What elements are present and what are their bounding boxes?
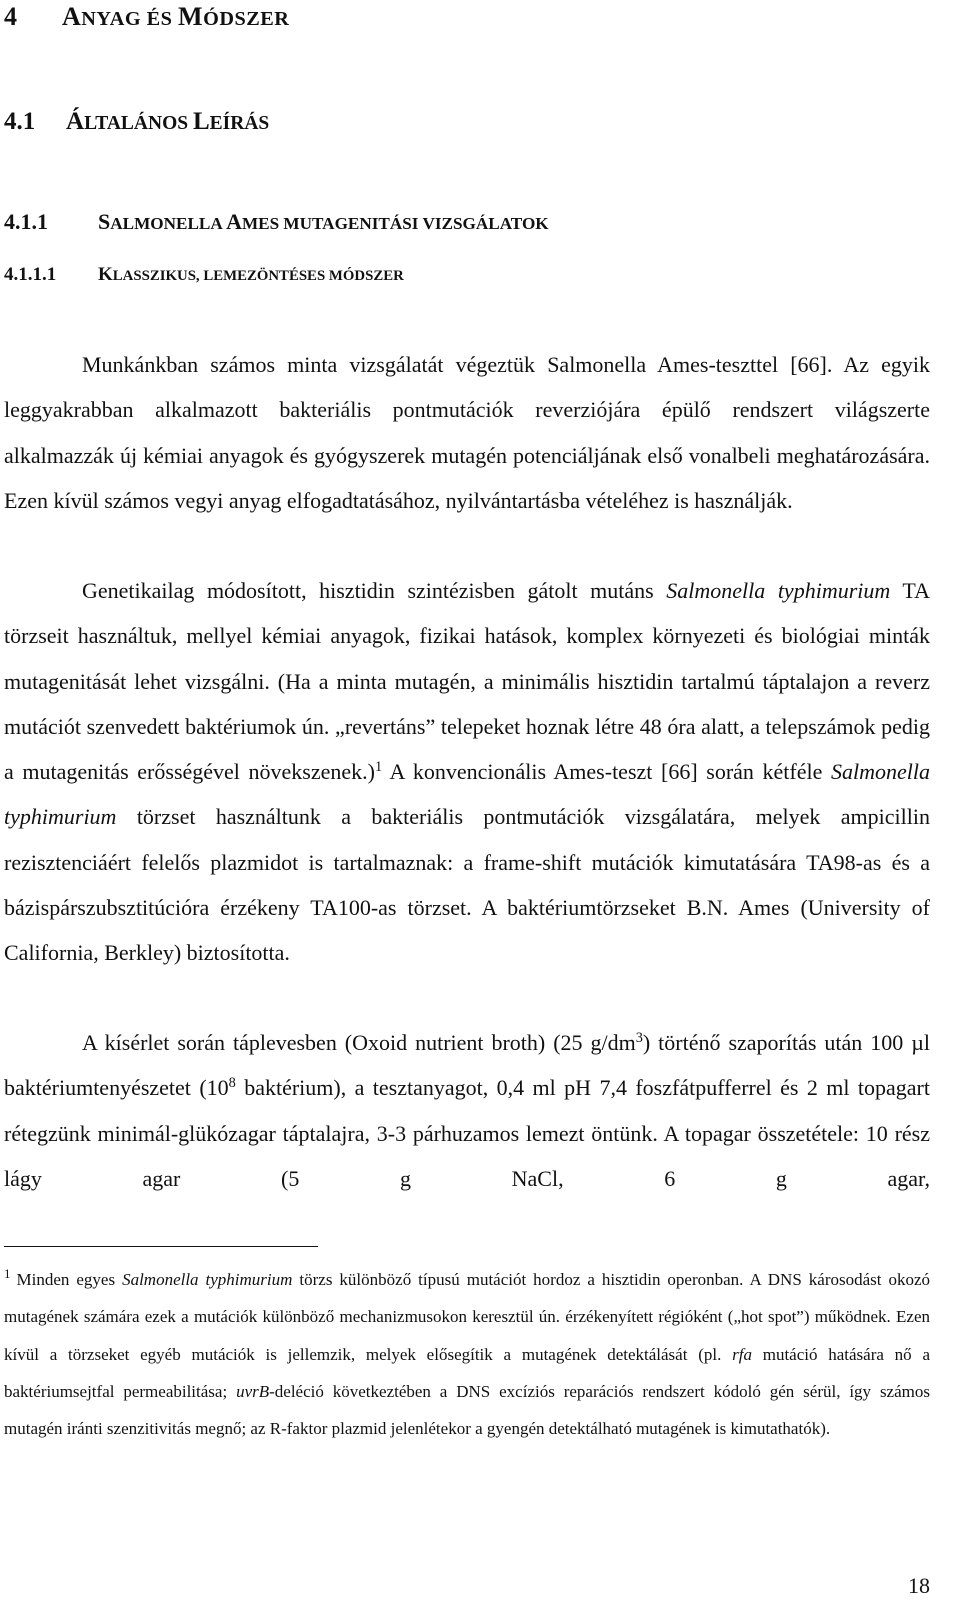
subsubsection-title-initial: K [98,264,113,285]
paragraph-3-part-a: A kísérlet során táplevesben (Oxoid nutrient broth) (25 g/dm [82,1030,636,1055]
footnote-part-c: mutáció hatására nő a baktériumsejtfal permeabilitása; [4,1344,930,1401]
section-number: 4.1 [4,108,36,135]
footnote-part-b: törzs különböző típusú mutációt hordoz a hisztidin operonban. A DNS károsodást okozó mutagének számára ezek a mutációk különböző mechanizmusokon keresztül ún. érzékenyített régióként („hot spot”) működnek. Ezen kívül a törzseket egyéb mutációk is jellemzik, melyek elősegítik a mutagének detektálását (pl. [4,1270,930,1364]
chapter-number: 4 [4,2,18,31]
chapter-title-initial-2: M [178,2,204,31]
section-title-part: LTALÁNOS [84,113,193,134]
footnote-separator [4,1246,318,1247]
paragraph-3-text [4,1020,930,1201]
subsubsection-title-part: LASSZIKUS, LEMEZÖNTÉSES MÓDSZER [112,268,404,284]
chapter-title-part: NYAG ÉS [81,8,179,30]
paragraph-2-part-d: törzset használtunk a bakteriális pontmutációk vizsgálatára, melyek ampicillin rezisztenciáért felelős plazmidot is tartalmaznak: a frame-shift mutációk kimutatására TA98-as és a bázispárszubsztitúcióra érzékeny TA100-as törzset. A baktériumtörzseket B.N. Ames (University of California, Berkley) biztosította. [4,804,930,966]
paragraph-1 [4,342,930,523]
paragraph-2-part-a: Genetikailag módosított, hisztidin szintézisben gátolt mutáns [82,578,667,603]
paragraph-2-part-b: TA törzseit használtuk, mellyel kémiai anyagok, fizikai hatások, komplex környezeti és biológiai minták mutagenitását lehet vizsgálni. (Ha a minta mutagén, a minimális hisztidin tartalmú táptalajon a reverz mutációt szenvedett baktériumok ún. „revertáns” telepeket hoznak létre 48 óra alatt, a telepszámok pedig a mutagenitás erősségével növekszenek.) [4,578,930,785]
section-title-initial: Á [66,108,85,135]
superscript-8: 8 [228,1075,236,1092]
subsection-number: 4.1.1 [4,209,48,234]
paragraph-2-text [4,568,930,976]
footnote [4,1255,930,1447]
species-name-2: Salmonella typhimurium [4,759,930,830]
subsubsection-heading [4,264,404,286]
footnote-gene-rfa: rfa [732,1344,752,1364]
footnote-part-d: -deléció következtében a DNS excíziós reparációs rendszert kódoló gén sérül, így számos mutagén iránti szenzitivitás megnő; az R-faktor plazmid jelenlétekor a gyengén detektálható mutagének is kimutathatók). [4,1381,930,1439]
paragraph-2 [4,568,930,976]
footnote-gene-uvrb: uvrB [236,1381,270,1401]
paragraph-2-part-c: A konvencionális Ames-teszt [66] során kétféle [382,759,831,785]
subsubsection-number: 4.1.1.1 [4,264,57,285]
footnote-reference[interactable]: 1 [374,759,383,776]
footnote-part-a: Minden egyes [16,1270,123,1289]
chapter-heading [4,2,289,32]
paragraph-3-part-c: baktérium), a tesztanyagot, 0,4 ml pH 7,4 foszfátpufferrel és 2 ml topagart rétegzünk minimál-glükózagar táptalajra, 3-3 párhuzamos lemezt öntünk. A topagar összetétele: 10 rész lágy agar (5 g NaCl, 6 g agar, [4,1075,930,1191]
chapter-title-initial: A [62,2,82,31]
subsection-title-initial: S [98,209,111,234]
section-heading [4,108,269,136]
section-title-initial-2: L [192,108,210,135]
chapter-title-part-2: ÓDSZER [203,8,290,30]
subsection-title-part-2: MES MUTAGENITÁSI VIZSGÁLATOK [241,214,549,233]
paragraph-1-text: Munkánkban számos minta vizsgálatát végeztük Salmonella Ames-teszttel [66]. Az egyik leggyakrabban alkalmazott bakteriális pontmutációk reverziójára épülő rendszert világszerte alkalmazzák új kémiai anyagok és gyógyszerek mutagén potenciáljának első vonalbeli meghatározására. Ezen kívül számos vegyi anyag elfogadtatásához, nyilvántartásba vételéhez is használják. [4,352,930,513]
footnote-species-name: Salmonella typhimurium [122,1270,293,1289]
paragraph-3 [4,1020,930,1201]
species-name: Salmonella typhimurium [666,578,891,603]
subsection-title-part: ALMONELLA [110,214,227,233]
superscript-3: 3 [635,1030,643,1047]
page-number: 18 [908,1573,930,1598]
subsection-heading [4,209,549,235]
subsection-title-initial-2: A [226,209,242,234]
paragraph-3-part-b: ) történő szaporítás után 100 µl baktériumtenyészetet (10 [4,1030,930,1101]
footnote-mark: 1 [4,1266,11,1281]
section-title-part-2: EÍRÁS [209,113,270,134]
